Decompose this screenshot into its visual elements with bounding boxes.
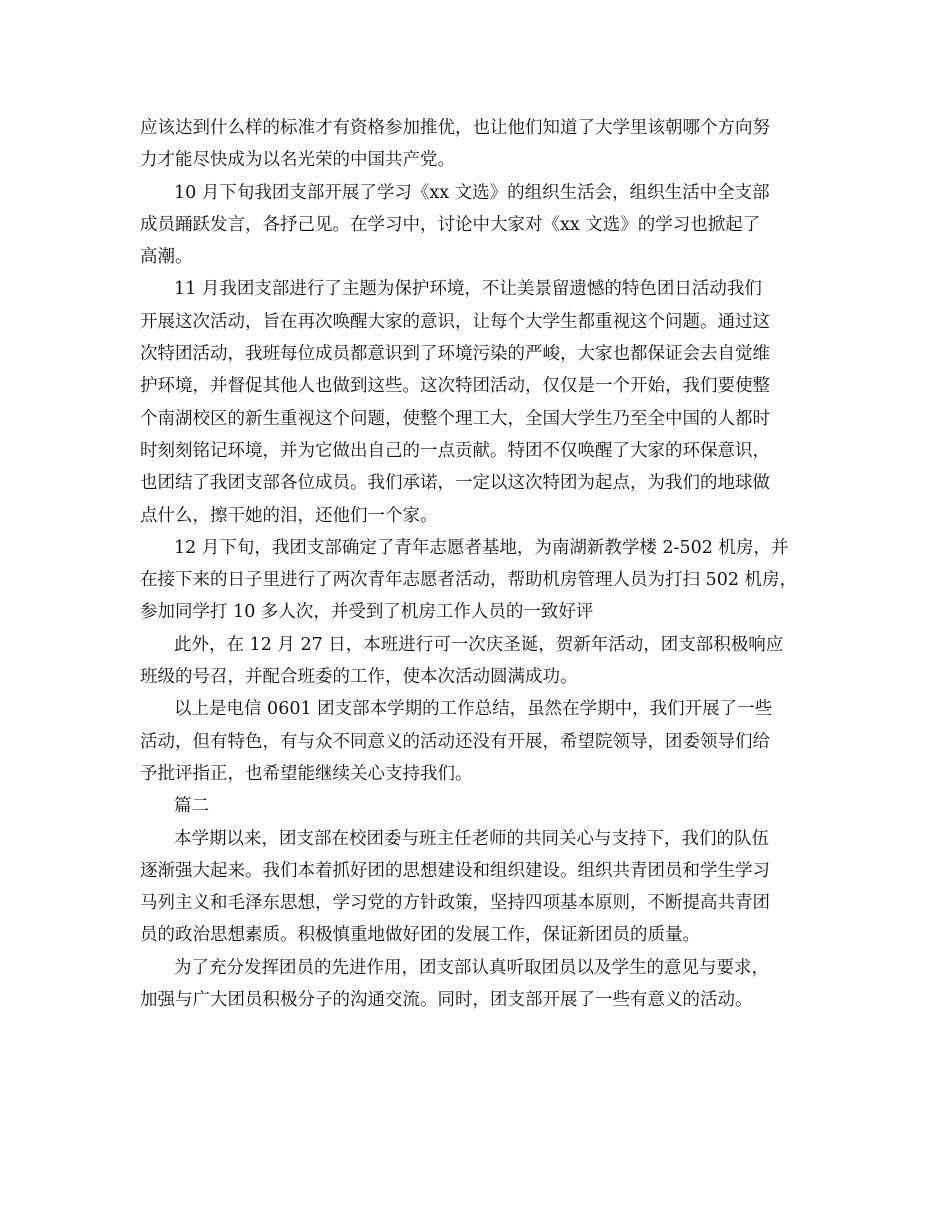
text-line: 个南湖校区的新生重视这个问题，使整个理工大，全国大学生乃至全中国的人都时 — [140, 408, 770, 429]
text-line: 开展这次活动，旨在再次唤醒大家的意识，让每个大学生都重视这个问题。通过这 — [140, 311, 770, 332]
text-line: 为了充分发挥团员的先进作用，团支部认真听取团员以及学生的意见与要求， — [174, 957, 769, 978]
text-line: 11 月我团支部进行了主题为保护环境，不让美景留遗憾的特色团日活动我们 — [174, 279, 762, 300]
text-line: 参加同学打 10 多人次，并受到了机房工作人员的一致好评 — [140, 602, 594, 623]
text-line: 护环境，并督促其他人也做到这些。这次特团活动，仅仅是一个开始，我们要使整 — [140, 376, 770, 397]
text-line: 员的政治思想素质。积极慎重地做好团的发展工作，保证新团员的质量。 — [140, 925, 700, 946]
text-line: 次特团活动，我班每位成员都意识到了环境污染的严峻，大家也都保证会去自觉维 — [140, 344, 770, 365]
text-line: 力才能尽快成为以名光荣的中国共产党。 — [140, 150, 455, 171]
text-line: 马列主义和毛泽东思想，学习党的方针政策，坚持四项基本原则，不断提高共青团 — [140, 893, 770, 914]
text-line: 12 月下旬，我团支部确定了青年志愿者基地，为南湖新教学楼 2-502 机房，并 — [174, 537, 789, 558]
text-line: 班级的号召，并配合班委的工作，使本次活动圆满成功。 — [140, 667, 578, 688]
text-line: 以上是电信 0601 团支部本学期的工作总结，虽然在学期中，我们开展了一些 — [174, 699, 773, 720]
text-line: 加强与广大团员积极分子的沟通交流。同时，团支部开展了一些有意义的活动。 — [140, 990, 753, 1011]
text-line: 成员踊跃发言，各抒己见。在学习中，讨论中大家对《xx 文选》的学习也掀起了 — [140, 214, 761, 235]
text-line: 本学期以来，团支部在校团委与班主任老师的共同关心与支持下，我们的队伍 — [174, 828, 769, 849]
text-line: 应该达到什么样的标准才有资格参加推优，也让他们知道了大学里该朝哪个方向努 — [140, 118, 770, 138]
text-line: 逐渐强大起来。我们本着抓好团的思想建设和组织建设。组织共青团员和学生学习 — [140, 860, 770, 881]
text-line: 也团结了我团支部各位成员。我们承诺，一定以这次特团为起点，为我们的地球做 — [140, 473, 770, 494]
document-body — [140, 112, 820, 1016]
text-line: 点什么，擦干她的泪，还他们一个家。 — [140, 505, 438, 526]
text-line: 篇二 — [174, 796, 209, 817]
text-line: 高潮。 — [140, 247, 193, 268]
text-line: 时刻刻铭记环境，并为它做出自己的一点贡献。特团不仅唤醒了大家的环保意识， — [140, 440, 770, 461]
text-line: 活动，但有特色，有与众不同意义的活动还没有开展，希望院领导，团委领导们给 — [140, 731, 770, 752]
text-line: 予批评指正，也希望能继续关心支持我们。 — [140, 763, 473, 784]
text-line: 在接下来的日子里进行了两次青年志愿者活动，帮助机房管理人员为打扫 502 机房， — [140, 570, 798, 591]
text-line: 此外，在 12 月 27 日，本班进行可一次庆圣诞，贺新年活动，团支部积极响应 — [174, 634, 784, 655]
text-line: 10 月下旬我团支部开展了学习《xx 文选》的组织生活会，组织生活中全支部 — [174, 182, 770, 203]
